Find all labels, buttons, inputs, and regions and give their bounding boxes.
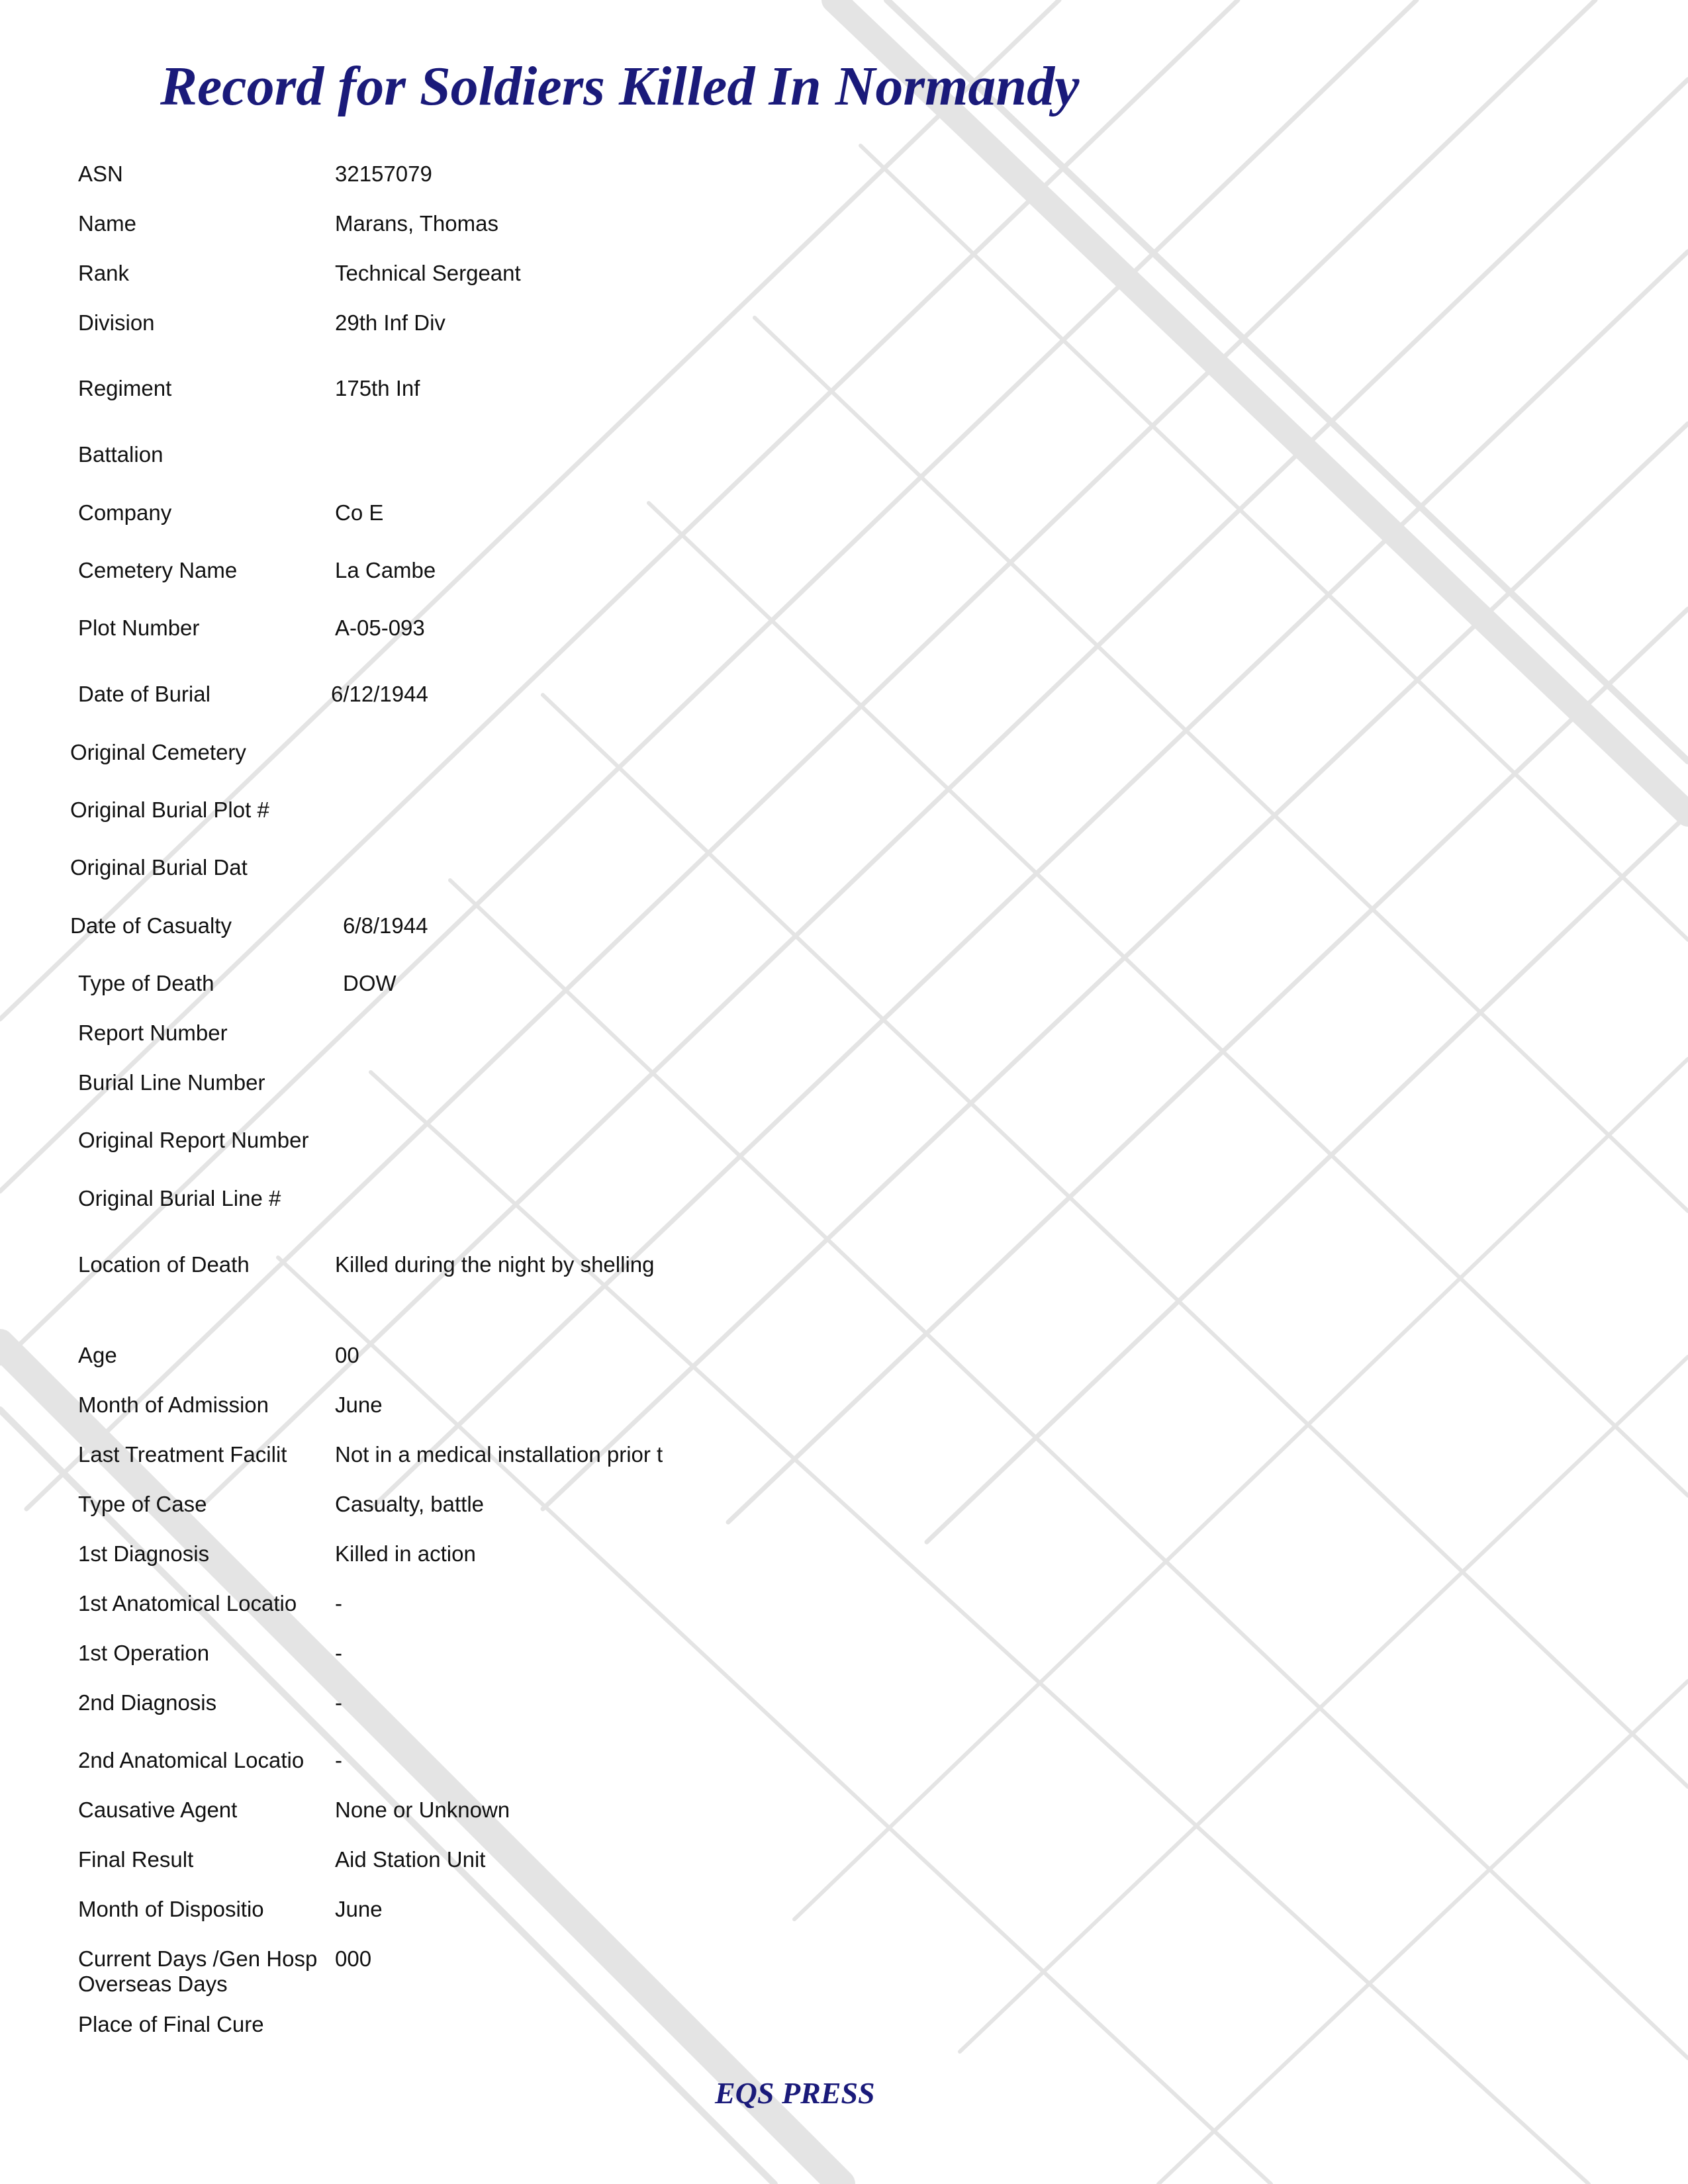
- label-last-treatment-facility: Last Treatment Facilit: [78, 1442, 287, 1467]
- value-first-diagnosis: Killed in action: [335, 1541, 476, 1566]
- value-second-diagnosis: -: [335, 1690, 342, 1715]
- label-second-anatomical-location: 2nd Anatomical Locatio: [78, 1748, 305, 1772]
- value-company: Co E: [335, 500, 384, 525]
- value-date-of-casualty: 6/8/1944: [343, 913, 428, 938]
- label-report-number: Report Number: [78, 1021, 228, 1045]
- label-regiment: Regiment: [78, 376, 172, 400]
- value-type-of-case: Casualty, battle: [335, 1492, 485, 1516]
- value-rank: Technical Sergeant: [335, 261, 521, 285]
- value-month-of-admission: June: [335, 1392, 383, 1417]
- label-burial-line-number: Burial Line Number: [78, 1070, 265, 1095]
- label-original-burial-date: Original Burial Dat: [70, 855, 248, 880]
- label-rank: Rank: [78, 261, 130, 285]
- label-location-of-death: Location of Death: [78, 1252, 250, 1277]
- label-current-days-gen-hosp: Current Days /Gen Hosp: [78, 1946, 318, 1971]
- label-type-of-case: Type of Case: [78, 1492, 207, 1516]
- label-name: Name: [78, 211, 137, 236]
- label-final-result: Final Result: [78, 1847, 194, 1872]
- value-age: 00: [335, 1343, 359, 1367]
- label-battalion: Battalion: [78, 442, 164, 467]
- label-original-burial-line: Original Burial Line #: [78, 1186, 281, 1210]
- label-cemetery-name: Cemetery Name: [78, 558, 238, 582]
- label-first-anatomical-location: 1st Anatomical Locatio: [78, 1591, 297, 1615]
- value-first-operation: -: [335, 1641, 342, 1665]
- label-asn: ASN: [78, 161, 123, 186]
- label-overseas-days: Overseas Days: [78, 1972, 228, 1996]
- value-final-result: Aid Station Unit: [335, 1847, 486, 1872]
- value-month-of-disposition: June: [335, 1897, 383, 1921]
- value-plot-number: A-05-093: [335, 615, 425, 640]
- value-causative-agent: None or Unknown: [335, 1797, 510, 1822]
- value-current-days-gen-hosp: 000: [335, 1946, 372, 1971]
- publisher-footer: EQS PRESS: [715, 2076, 875, 2110]
- label-plot-number: Plot Number: [78, 615, 200, 640]
- label-first-diagnosis: 1st Diagnosis: [78, 1541, 210, 1566]
- label-month-of-admission: Month of Admission: [78, 1392, 269, 1417]
- label-company: Company: [78, 500, 172, 525]
- value-regiment: 175th Inf: [335, 376, 420, 400]
- label-date-of-casualty: Date of Casualty: [70, 913, 232, 938]
- label-original-cemetery: Original Cemetery: [70, 740, 246, 764]
- label-causative-agent: Causative Agent: [78, 1797, 238, 1822]
- label-date-of-burial: Date of Burial: [78, 682, 211, 706]
- label-month-of-disposition: Month of Dispositio: [78, 1897, 264, 1921]
- page-title: Record for Soldiers Killed In Normandy: [160, 56, 1080, 117]
- label-original-burial-plot: Original Burial Plot #: [70, 797, 269, 822]
- value-cemetery-name: La Cambe: [335, 558, 436, 582]
- value-second-anatomical-location: -: [335, 1748, 342, 1772]
- value-first-anatomical-location: -: [335, 1591, 342, 1615]
- label-original-report-number: Original Report Number: [78, 1128, 309, 1152]
- value-asn: 32157079: [335, 161, 432, 186]
- value-type-of-death: DOW: [343, 971, 397, 995]
- label-age: Age: [78, 1343, 117, 1367]
- label-type-of-death: Type of Death: [78, 971, 214, 995]
- label-place-of-final-cure: Place of Final Cure: [78, 2012, 264, 2036]
- label-second-diagnosis: 2nd Diagnosis: [78, 1690, 217, 1715]
- value-last-treatment-facility: Not in a medical installation prior t: [335, 1442, 663, 1467]
- label-division: Division: [78, 310, 155, 335]
- value-name: Marans, Thomas: [335, 211, 498, 236]
- value-location-of-death: Killed during the night by shelling: [335, 1252, 655, 1277]
- value-date-of-burial: 6/12/1944: [331, 682, 428, 706]
- value-division: 29th Inf Div: [335, 310, 445, 335]
- label-first-operation: 1st Operation: [78, 1641, 210, 1665]
